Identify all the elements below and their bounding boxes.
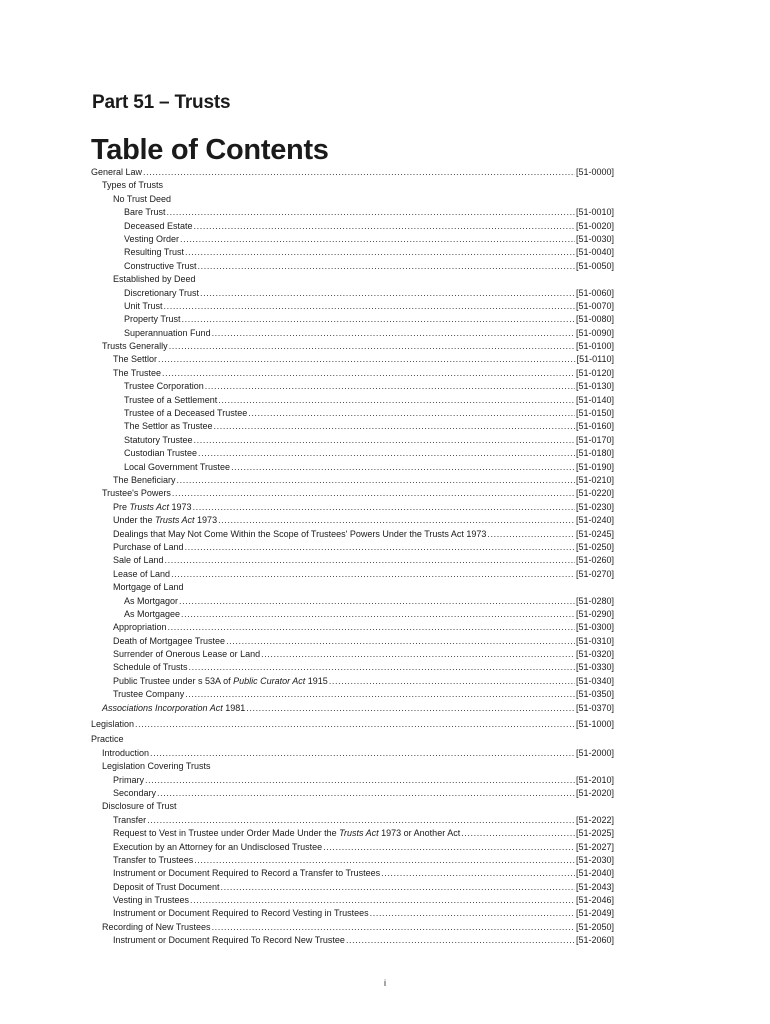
toc-entry-code: [51-2060] [575,935,614,946]
toc-entry [91,179,614,192]
dot-leader [165,554,575,567]
dot-leader [246,702,575,715]
toc-entry [91,881,614,894]
toc-entry-code: [51-0130] [575,381,614,392]
toc-entry-code: [51-0280] [575,595,614,606]
dot-leader [164,300,575,313]
dot-leader [218,514,575,527]
dot-leader [198,447,575,460]
toc-entry-title: Trustee of a Settlement [124,394,218,405]
toc-entry [91,841,614,854]
toc-entry-code: [51-2043] [575,881,614,892]
dot-leader [200,287,575,300]
toc-entry-code: [51-0000] [575,167,614,177]
toc-entry-code: [51-0300] [575,622,614,633]
toc-entry-title: Custodian Trustee [124,448,198,459]
toc-entry-code: [51-2010] [575,774,614,785]
dot-leader [248,407,575,420]
dot-leader [381,867,575,880]
dot-leader [179,595,575,608]
toc-entry-code: [51-0210] [575,474,614,485]
dot-leader [172,487,575,500]
toc-entry-title: Trustee's Powers [102,488,171,499]
toc-entry [91,702,614,715]
toc-entry-title: Secondary [113,787,157,798]
toc-entry-title: Pre Trusts Act 1973 [113,501,192,512]
toc-entry-code: [51-1000] [575,718,614,729]
toc-entry [91,233,614,246]
dot-leader [171,568,575,581]
toc-entry-title: Public Trustee under s 53A of Public Curator Act 1915 [113,675,328,686]
toc-entry-code: [51-0140] [575,394,614,405]
toc-entry [91,867,614,880]
toc-entry [91,353,614,366]
toc-entry [91,554,614,567]
toc-entry [91,648,614,661]
toc-entry-title: Purchase of Land [113,541,184,552]
dot-leader [177,474,575,487]
toc-entry [91,528,614,541]
toc-entry-title: Dealings that May Not Come Within the Scope of Trustees' Powers Under the Trusts Act 1973 [113,528,487,539]
toc-entry-code: [51-0350] [575,689,614,700]
toc-entry-title: Trustee Corporation [124,381,204,392]
toc-entry-code: [51-0320] [575,649,614,660]
toc-entry-title: The Settlor as Trustee [124,421,213,432]
toc-entry [91,854,614,867]
toc-entry-code: [51-0230] [575,501,614,512]
toc-entry-code: [51-0310] [575,635,614,646]
toc-entry-code: [51-0240] [575,515,614,526]
dot-leader [194,220,575,233]
toc-entry [91,220,614,233]
toc-entry [91,434,614,447]
toc-entry [91,327,614,340]
toc-entry-code: [51-2049] [575,908,614,919]
toc-entry [91,608,614,621]
dot-leader [346,934,575,947]
toc-entry-title: The Beneficiary [113,474,176,485]
toc-entry-title: Instrument or Document Required to Record a Transfer to Trustees [113,868,381,879]
dot-leader [212,327,575,340]
toc-entry-title: Local Government Trustee [124,461,231,472]
toc-entry-title: No Trust Deed [113,193,172,204]
dot-leader [193,501,575,514]
toc-entry [91,514,614,527]
toc-entry-title: General Law [91,167,143,177]
dot-leader [145,774,575,787]
toc-entry-code: [51-0020] [575,220,614,231]
dot-leader [461,827,575,840]
toc-entry-code: [51-0160] [575,421,614,432]
toc-entry [91,688,614,701]
toc-entry-code: [51-0090] [575,327,614,338]
toc-entry [91,934,614,947]
toc-entry-title: Types of Trusts [102,180,164,191]
toc-entry [91,774,614,787]
toc-entry-code: [51-0270] [575,568,614,579]
dot-leader [329,675,575,688]
dot-leader [162,367,575,380]
toc-entry-title: Transfer to Trustees [113,854,194,865]
toc-entry [91,800,614,813]
toc-entry-title: Vesting Order [124,233,180,244]
toc-entry-title: Deposit of Trust Document [113,881,220,892]
toc-entry-code: [51-2050] [575,921,614,932]
toc-entry [91,394,614,407]
toc-entry-code: [51-0100] [575,341,614,352]
dot-leader [218,394,575,407]
toc-entry-code: [51-0190] [575,461,614,472]
toc-list [91,166,614,948]
toc-entry [91,501,614,514]
toc-entry [91,621,614,634]
toc-entry-title: Statutory Trustee [124,434,193,445]
toc-entry-title: Practice [91,734,124,745]
toc-entry [91,787,614,800]
toc-entry [91,380,614,393]
toc-entry [91,420,614,433]
toc-entry-title: Constructive Trust [124,260,197,271]
toc-entry-code: [51-0250] [575,541,614,552]
toc-entry-code: [51-2020] [575,787,614,798]
dot-leader [198,260,575,273]
toc-entry-code: [51-2025] [575,828,614,839]
toc-entry [91,340,614,353]
toc-entry [91,474,614,487]
dot-leader [487,528,575,541]
toc-entry-code: [51-2030] [575,854,614,865]
toc-entry-title: Instrument or Document Required to Record Vesting in Trustees [113,908,369,919]
toc-entry-title: Legislation [91,718,135,729]
toc-entry-code: [51-2040] [575,868,614,879]
toc-entry-code: [51-0060] [575,287,614,298]
dot-leader [147,814,575,827]
dot-leader [261,648,575,661]
toc-entry-title: As Mortgagee [124,608,181,619]
dot-leader [205,380,575,393]
toc-entry-title: Schedule of Trusts [113,662,188,673]
dot-leader [194,434,575,447]
toc-entry [91,894,614,907]
toc-entry [91,193,614,206]
toc-entry-title: Transfer [113,814,147,825]
toc-entry [91,246,614,259]
toc-entry-code: [51-2027] [575,841,614,852]
toc-entry-title: Discretionary Trust [124,287,200,298]
toc-entry-code: [51-0080] [575,314,614,325]
toc-entry [91,747,614,760]
toc-entry-code: [51-0245] [575,528,614,539]
toc-entry [91,675,614,688]
dot-leader [180,233,575,246]
toc-entry-title: Request to Vest in Trustee under Order Made Under the Trusts Act 1973 or Another Act [113,828,461,839]
toc-entry-title: Death of Mortgagee Trustee [113,635,226,646]
toc-entry [91,300,614,313]
dot-leader [226,635,575,648]
toc-entry [91,661,614,674]
dot-leader [181,608,575,621]
toc-entry-title: Lease of Land [113,568,171,579]
dot-leader [189,661,575,674]
toc-entry [91,407,614,420]
dot-leader [185,541,575,554]
toc-entry-code: [51-0120] [575,367,614,378]
toc-entry [91,827,614,840]
toc-entry-title: Property Trust [124,314,181,325]
toc-entry [91,733,614,746]
toc-entry-code: [51-0220] [575,488,614,499]
toc-entry-code: [51-2046] [575,895,614,906]
dot-leader [169,340,575,353]
dot-leader [370,907,575,920]
dot-leader [194,854,575,867]
toc-entry [91,814,614,827]
toc-entry [91,206,614,219]
dot-leader [182,313,575,326]
toc-entry-title: Vesting in Trustees [113,895,190,906]
dot-leader [167,206,575,219]
dot-leader [221,881,575,894]
toc-entry [91,487,614,500]
dot-leader [231,461,575,474]
dot-leader [157,787,575,800]
toc-entry-code: [51-0010] [575,207,614,218]
dot-leader [150,747,575,760]
part-title: Part 51 – Trusts [92,92,231,113]
toc-entry-title: As Mortgagor [124,595,179,606]
dot-leader [168,621,575,634]
toc-entry [91,260,614,273]
toc-entry-title: Superannuation Fund [124,327,211,338]
toc-entry-title: Primary [113,774,144,785]
toc-entry-code: [51-2000] [575,747,614,758]
toc-entry [91,367,614,380]
toc-entry-code: [51-0260] [575,555,614,566]
toc-entry [91,718,614,731]
toc-entry [91,447,614,460]
toc-entry [91,166,614,179]
toc-entry-code: [51-0180] [575,448,614,459]
toc-entry-title: Surrender of Onerous Lease or Land [113,649,261,660]
toc-entry-title: Appropriation [113,622,167,633]
dot-leader [214,420,575,433]
toc-entry-title: Bare Trust [124,207,166,218]
toc-entry [91,287,614,300]
toc-entry-title: Trustee of a Deceased Trustee [124,408,248,419]
toc-entry-title: Established by Deed [113,274,196,285]
toc-entry-title: Associations Incorporation Act 1981 [102,702,246,713]
toc-entry [91,595,614,608]
toc-entry-code: [51-0110] [576,354,614,365]
toc-entry-title: Instrument or Document Required To Record New Trustee [113,935,345,946]
toc-entry-title: Deceased Estate [124,220,193,231]
dot-leader [190,894,575,907]
dot-leader [323,841,575,854]
toc-entry-code: [51-0290] [575,608,614,619]
toc-entry [91,581,614,594]
dot-leader [185,246,575,259]
toc-entry-code: [51-0170] [575,434,614,445]
toc-entry-code: [51-0040] [575,247,614,258]
toc-entry-title: Resulting Trust [124,247,185,258]
toc-entry-title: Recording of New Trustees [102,921,211,932]
toc-entry-title: Trustee Company [113,689,185,700]
toc-entry-code: [51-0370] [575,702,614,713]
toc-entry-title: Execution by an Attorney for an Undisclosed Trustee [113,841,323,852]
toc-entry [91,568,614,581]
page-number: i [384,978,386,988]
toc-entry-code: [51-0070] [575,300,614,311]
toc-entry-title: Trusts Generally [102,341,168,352]
toc-entry [91,907,614,920]
toc-entry [91,760,614,773]
dot-leader [143,166,575,179]
toc-entry-title: The Trustee [113,367,162,378]
toc-entry-code: [51-0050] [575,260,614,271]
toc-entry-code: [51-0030] [575,233,614,244]
toc-entry [91,313,614,326]
dot-leader [158,353,576,366]
toc-entry-title: Unit Trust [124,300,163,311]
toc-entry-title: Introduction [102,747,150,758]
toc-entry [91,635,614,648]
dot-leader [185,688,575,701]
toc-entry-title: Legislation Covering Trusts [102,761,211,772]
toc-entry-code: [51-0330] [575,662,614,673]
toc-entry-title: Sale of Land [113,555,164,566]
toc-entry-title: Under the Trusts Act 1973 [113,515,218,526]
toc-entry [91,273,614,286]
dot-leader [212,921,575,934]
toc-entry-title: Mortgage of Land [113,582,184,593]
dot-leader [135,718,575,731]
toc-entry [91,541,614,554]
toc-entry-title: The Settlor [113,354,158,365]
toc-entry-code: [51-0340] [575,675,614,686]
toc-entry [91,921,614,934]
toc-heading: Table of Contents [91,134,329,166]
toc-entry-title: Disclosure of Trust [102,801,177,812]
toc-entry [91,461,614,474]
toc-entry-code: [51-2022] [575,814,614,825]
toc-entry-code: [51-0150] [575,408,614,419]
